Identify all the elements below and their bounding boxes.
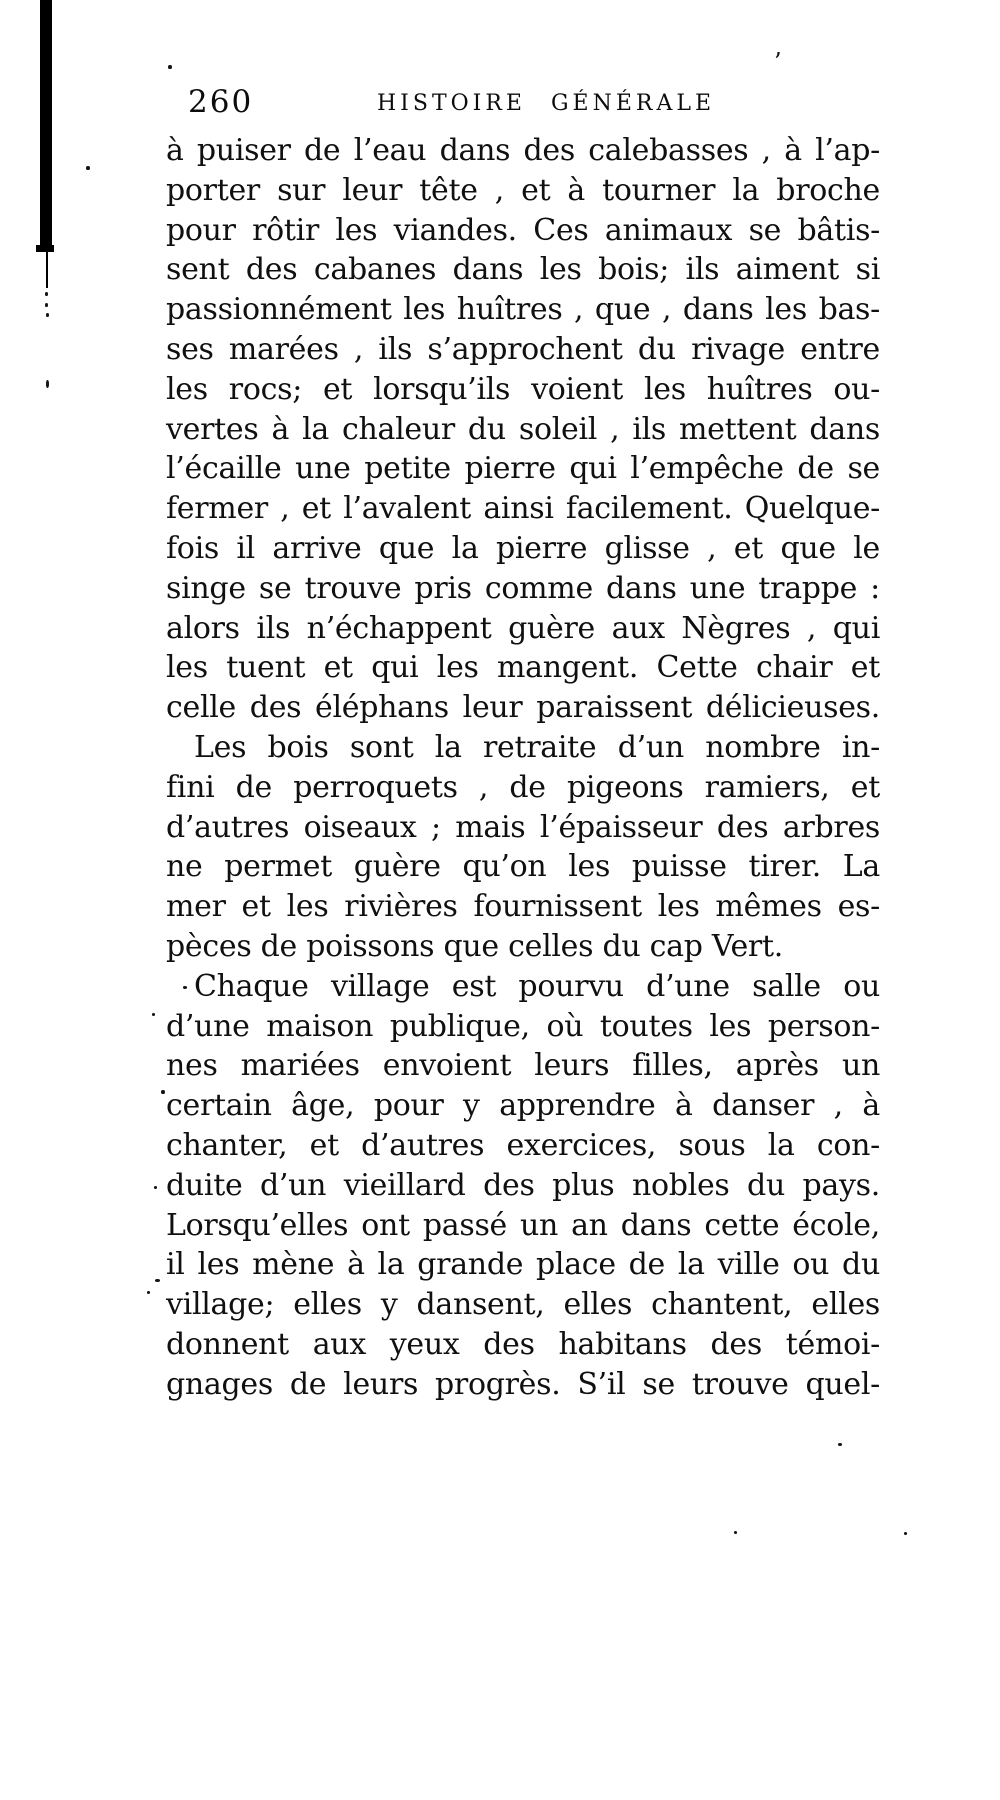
ink-speck xyxy=(734,1531,737,1534)
text-line: sent des cabanes dans les bois; ils aiment si xyxy=(166,252,880,288)
ink-speck xyxy=(155,1279,160,1282)
ink-speck xyxy=(46,313,49,317)
text-line: fini de perroquets , de pigeons ramiers, et xyxy=(166,769,880,805)
text-line: Chaque village est pourvu d’une salle ou xyxy=(194,968,880,1004)
page-number: 260 xyxy=(188,84,254,120)
text-line: Les bois sont la retraite d’un nombre in- xyxy=(194,729,880,765)
text-line: gnages de leurs progrès. S’il se trouve quel- xyxy=(166,1366,880,1402)
text-line: l’écaille une petite pierre qui l’empêche de se xyxy=(166,451,880,487)
text-line: ne permet guère qu’on les puisse tirer. La xyxy=(166,849,880,885)
text-line: il les mène à la grande place de la ville ou du xyxy=(166,1247,880,1283)
ink-speck xyxy=(154,1186,157,1189)
ink-speck xyxy=(904,1532,907,1535)
scan-edge-bar-foot xyxy=(36,245,54,252)
text-line: singe se trouve pris comme dans une trappe : xyxy=(166,570,880,606)
text-line: village; elles y dansent, elles chantent, elles xyxy=(166,1287,880,1323)
text-line: vertes à la chaleur du soleil , ils mettent dans xyxy=(166,411,880,447)
text-line: ses marées , ils s’approchent du rivage entre xyxy=(166,331,880,367)
ink-speck xyxy=(45,292,48,296)
text-line: fois il arrive que la pierre glisse , et que le xyxy=(166,530,880,566)
text-block xyxy=(166,131,880,1405)
text-line: pèces de poissons que celles du cap Vert. xyxy=(166,928,783,964)
ink-speck xyxy=(86,166,90,170)
scan-edge-bar xyxy=(40,0,52,248)
text-line: duite d’un vieillard des plus nobles du pays. xyxy=(166,1167,880,1203)
ink-speck xyxy=(45,303,48,307)
text-line: fermer , et l’avalent ainsi facilement. Quelque- xyxy=(166,491,880,527)
ink-mark-apostrophe: ’ xyxy=(774,48,782,76)
running-title: HISTOIRE GÉNÉRALE xyxy=(377,91,716,116)
text-line: passionnément les huîtres , que , dans les bas- xyxy=(166,292,880,328)
text-line: Lorsqu’elles ont passé un an dans cette école, xyxy=(166,1207,880,1243)
ink-speck xyxy=(161,1090,165,1094)
text-line: mer et les rivières fournissent les mêmes es- xyxy=(166,889,880,925)
text-line: pour rôtir les viandes. Ces animaux se bâtis- xyxy=(166,212,880,248)
text-line: donnent aux yeux des habitans des témoi- xyxy=(166,1326,880,1362)
text-line: d’une maison publique, où toutes les person- xyxy=(166,1008,880,1044)
ink-speck xyxy=(168,65,172,69)
ink-speck xyxy=(152,1013,155,1016)
text-line: nes mariées envoient leurs filles, après un xyxy=(166,1048,880,1084)
ink-speck xyxy=(147,1291,150,1294)
text-line: chanter, et d’autres exercices, sous la con- xyxy=(166,1127,880,1163)
ink-speck xyxy=(46,380,49,388)
scan-edge-line xyxy=(46,252,48,288)
text-line: celle des éléphans leur paraissent délicieuses. xyxy=(166,690,880,726)
text-line: porter sur leur tête , et à tourner la broche xyxy=(166,172,880,208)
text-line: les tuent et qui les mangent. Cette chair et xyxy=(166,650,880,686)
text-line: à puiser de l’eau dans des calebasses , à l’ap- xyxy=(166,133,880,168)
text-line: d’autres oiseaux ; mais l’épaisseur des arbres xyxy=(166,809,880,845)
text-line: certain âge, pour y apprendre à danser , à xyxy=(166,1088,880,1124)
text-line: alors ils n’échappent guère aux Nègres , qui xyxy=(166,610,880,646)
text-line: les rocs; et lorsqu’ils voient les huîtres ou- xyxy=(166,371,880,407)
ink-speck xyxy=(838,1443,842,1446)
